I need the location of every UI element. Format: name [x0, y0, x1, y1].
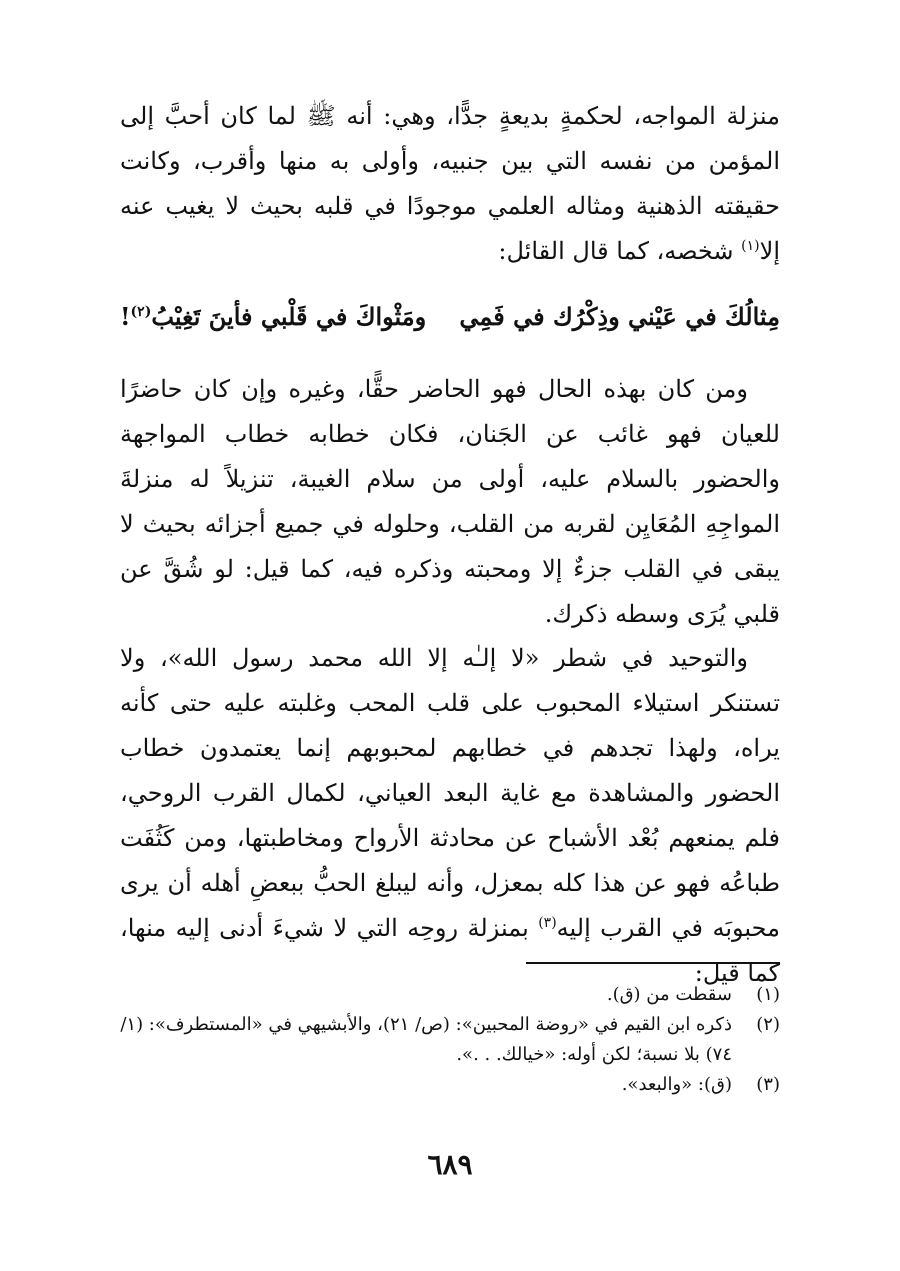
paragraph-3-tail: بمنزلة روحِه التي لا شيءَ أدنى إليه منها، كما قيل:: [120, 914, 780, 987]
paragraph-3: [120, 636, 780, 996]
paragraph-1-tail: شخصه، كما قال القائل:: [498, 237, 742, 265]
footnote-ref-1[interactable]: (١): [741, 238, 760, 254]
footnote-2: [120, 1010, 780, 1070]
footnote-text: ذكره ابن القيم في «روضة المحبين»: (ص/ ٢١)، والأبشيهي في «المستطرف»: (١/ ٧٤) بلا نسبة؛ لكن أوله: «خيالك. . .».: [120, 1014, 732, 1065]
footnote-ref-3[interactable]: (٣): [538, 915, 557, 931]
paragraph-2: ومن كان بهذه الحال فهو الحاضر حقًّا، وغيره وإن كان حاضرًا للعيان فهو غائب عن الجَنان، فكان خطابه خطاب المواجهة والحضور بالسلام عليه، أولى من سلام الغيبة، تنزيلاً له منزلةَ المواجِهِ المُعَايِن لقربه من القلب، وحلوله في جميع أجزائه بحيث لا يبقى في القلب جزءٌ إلا ومحبته وذكره فيه، كما قيل: لو شُقَّ عن قلبي يُرَى وسطه ذكرك.: [120, 375, 780, 628]
paragraph-3-text: والتوحيد في شطر «لا إلـٰه إلا الله محمد رسول الله»، ولا تستنكر استيلاء المحبوب على قلب المحب وغلبته عليه حتى كأنه يراه، ولهذا تجدهم في خطابهم لمحبوبهم إنما يعتمدون خطاب الحضور والمشاهدة مع غاية البعد العياني، لكمال القرب الروحي، فلم يمنعهم بُعْد الأشباح عن محادثة الأرواح ومخاطبتها، ومن كَثُفَت طباعُه فهو عن هذا كله بمعزل، وأنه ليبلغ الحبُّ ببعضِ أهله أن يرى محبوبَه في القرب إليه: [120, 644, 780, 942]
poem-verse: [120, 294, 780, 339]
footnote-1: [120, 980, 780, 1010]
verse-hemistich-1: مِثالُكَ في عَيْني وذِكْرُك في فَمِي: [459, 302, 780, 331]
verse-hemistich-2-wrap: [120, 294, 426, 339]
footnotes: [120, 980, 780, 1100]
footnote-text: سقطت من (ق).: [606, 984, 732, 1005]
paragraph-1-text: منزلة المواجه، لحكمةٍ بديعةٍ جدًّا، وهي: أنه ﷺ لما كان أحبَّ إلى المؤمن من نفسه التي بين جنبيه، وأولى به منها وأقرب، وكانت حقيقته الذهنية ومثاله العلمي موجودًا في قلبه بحيث لا يغيب عنه إلا: [120, 102, 780, 265]
footnote-ref-2[interactable]: (٢): [130, 304, 152, 320]
footnote-3: [120, 1070, 780, 1100]
footnote-separator: [526, 962, 780, 964]
footnote-number: (٢): [756, 1014, 780, 1035]
footnote-number: (٣): [756, 1074, 780, 1095]
footnote-text: (ق): «والبعد».: [621, 1074, 732, 1095]
verse-end-mark: !: [120, 302, 131, 331]
page-number: ٦٨٩: [427, 1148, 473, 1181]
paragraph-1: [120, 94, 780, 274]
verse-hemistich-2: ومَثْواكَ في قَلْبي فأينَ تَغِيْبُ: [151, 302, 427, 331]
footnote-number: (١): [756, 984, 780, 1005]
